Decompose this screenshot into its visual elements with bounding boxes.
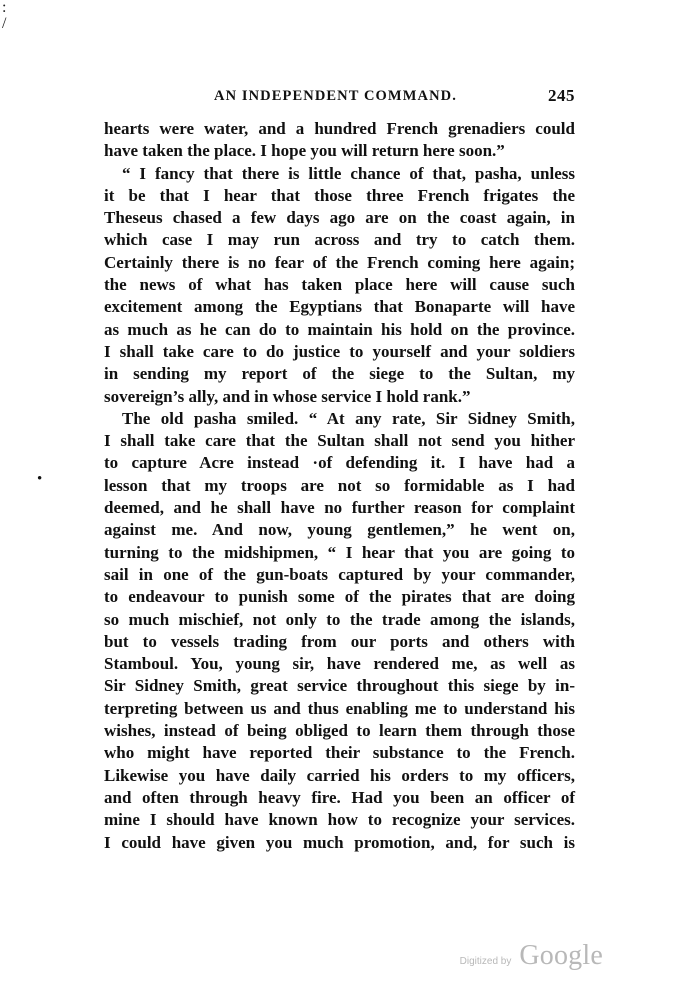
text-line-14: The old pasha smiled. “ At any rate, Sir Sidney Smith, (122, 408, 575, 428)
text-line-30: Likewise you have daily carried his orders to my officers, (104, 765, 575, 785)
text-line-20: turning to the midshipmen, “ I hear that you are going to (104, 542, 575, 562)
text-line-17: lesson that my troops are not so formidable as I had (104, 475, 575, 495)
page-text (104, 118, 575, 854)
text-line-12: in sending my report of the siege to the Sultan, my (104, 364, 575, 384)
text-line-25: Stamboul. You, young sir, have rendered me, as well as (104, 654, 575, 674)
google-logo: Google (519, 940, 603, 971)
text-line-16: to capture Acre instead ·of defending it. I have had a (104, 453, 575, 473)
text-line-10: as much as he can do to maintain his hold on the province. (104, 319, 575, 339)
text-line-3: “ I fancy that there is little chance of that, pasha, unless (122, 163, 575, 183)
digitized-watermark (460, 940, 603, 972)
text-line-27: terpreting between us and thus enabling me to understand his (104, 698, 575, 718)
text-line-33: I could have given you much promotion, and, for such is (104, 832, 575, 852)
running-title: AN INDEPENDENT COMMAND. (214, 88, 457, 104)
text-line-21: sail in one of the gun-boats captured by your commander, (104, 564, 575, 584)
running-header (100, 86, 575, 110)
text-line-22: to endeavour to punish some of the pirates that are doing (104, 587, 575, 607)
text-line-31: and often through heavy fire. Had you been an officer of (104, 787, 575, 807)
text-line-11: I shall take care to do justice to yourself and your soldiers (104, 341, 575, 361)
text-line-28: wishes, instead of being obliged to learn them through those (104, 721, 575, 741)
scan-edge-mark: : / (2, 0, 7, 32)
text-line-26: Sir Sidney Smith, great service throughout this siege by in- (104, 676, 575, 696)
text-line-5: Theseus chased a few days ago are on the coast again, in (104, 208, 575, 228)
text-line-24: but to vessels trading from our ports and others with (104, 631, 575, 651)
text-line-15: I shall take care that the Sultan shall not send you hither (104, 431, 575, 451)
text-line-9: excitement among the Egyptians that Bonaparte will have (104, 297, 575, 317)
text-line-32: mine I should have known how to recognize your services. (104, 810, 575, 830)
text-line-23: so much mischief, not only to the trade among the islands, (104, 609, 575, 629)
text-line-7: Certainly there is no fear of the French coming here again; (104, 252, 575, 272)
margin-mark: • (37, 471, 43, 487)
text-line-2: have taken the place. I hope you will return here soon.” (104, 141, 505, 161)
text-line-13: sovereign’s ally, and in whose service I hold rank.” (104, 386, 471, 406)
page-number: 245 (548, 86, 575, 105)
text-line-19: against me. And now, young gentlemen,” he went on, (104, 520, 575, 540)
text-line-1: hearts were water, and a hundred French grenadiers could (104, 119, 575, 138)
text-line-29: who might have reported their substance to the French. (104, 743, 575, 763)
watermark-prefix: Digitized by (459, 956, 512, 967)
text-line-8: the news of what has taken place here will cause such (104, 275, 575, 295)
text-line-4: it be that I hear that those three French frigates the (104, 185, 575, 205)
text-line-18: deemed, and he shall have no further reason for complaint (104, 498, 575, 518)
text-line-6: which case I may run across and try to catch them. (104, 230, 575, 250)
